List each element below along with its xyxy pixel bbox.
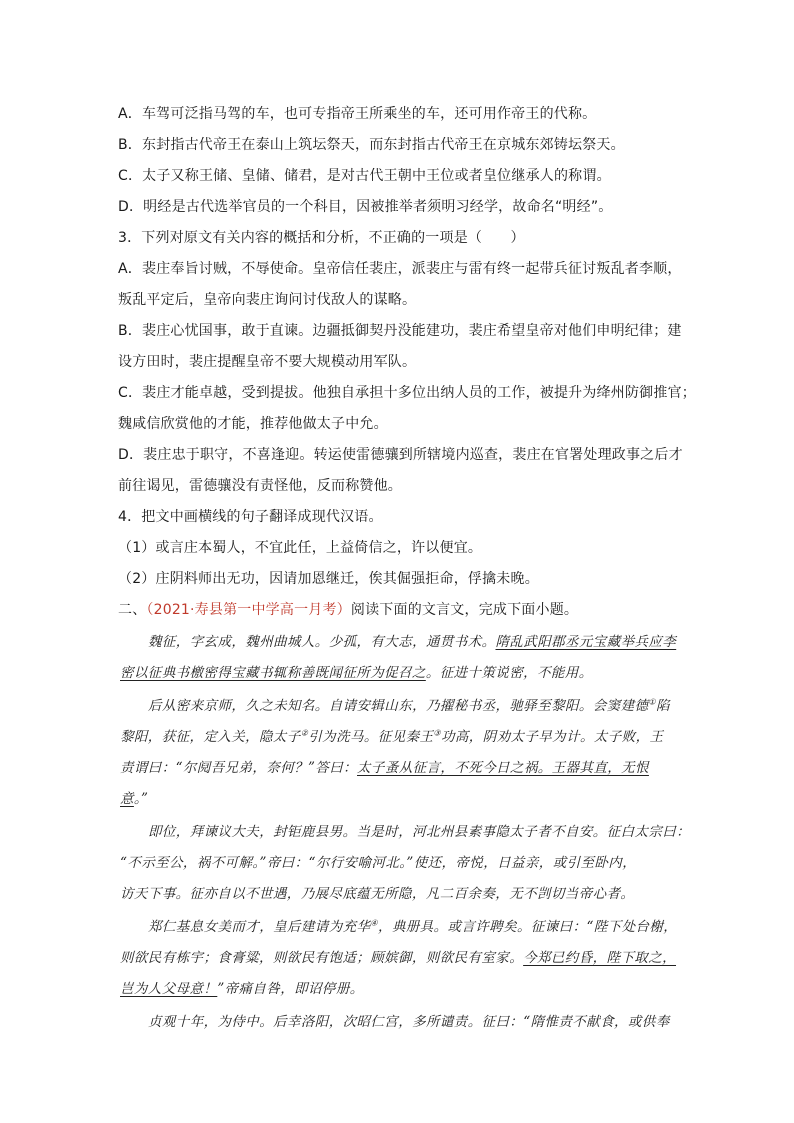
section-2-heading xyxy=(118,600,688,620)
underlined-sentence: 今郑已约昏，陛下取之， xyxy=(523,950,677,966)
passage-p3-line1: 即位，拜谏议大夫，封钜鹿县男。当是时，河北州县素事隐太子者不自安。征白太宗曰： xyxy=(148,824,691,840)
footnote-marker: ① xyxy=(648,697,656,707)
option-3a-line2: 叛乱平定后，皇帝向裴庄询问讨伐敌人的谋略。 xyxy=(118,292,417,308)
passage-text: ，典册具。或言许聘矣。征谏曰：“陛下处台榭， xyxy=(377,919,678,935)
question-4-stem: 4．把文中画横线的句子翻译成现代汉语。 xyxy=(118,509,383,525)
passage-p2-line4 xyxy=(120,789,680,809)
passage-p5-line1: 贞观十年，为侍中。后幸洛阳，次昭仁宫，多所谴责。征曰：“隋惟责不献食，或供奉 xyxy=(148,1014,670,1030)
passage-p1-line1 xyxy=(148,632,708,652)
underlined-sentence: 岂为人父母意！ xyxy=(120,981,218,997)
passage-text: 引为洗马。征见秦王 xyxy=(308,729,434,745)
underlined-sentence: 意 xyxy=(120,791,134,807)
footnote-marker: ② xyxy=(300,728,309,738)
passage-text: 。” xyxy=(133,791,149,807)
underlined-sentence: 太子蚤从征言，不死今日之祸。王器其直，无恨 xyxy=(357,760,649,776)
passage-p4-line1 xyxy=(148,917,708,937)
underlined-sentence: 隋乱武阳郡丞元宝藏举兵应李 xyxy=(495,634,677,650)
footnote-marker: ③ xyxy=(433,728,441,738)
passage-p3-line2: “不示至公，祸不可解。”帝曰：“尔行安喻河北。”使还，帝悦，日益亲，或引至卧内， xyxy=(120,855,637,871)
question-4-sentence-1: （1）或言庄本蜀人，不宜此任，上益倚信之，许以便宜。 xyxy=(118,540,483,556)
passage-p3-line3: 访天下事。征亦自以不世遇，乃展尽底蕴无所隐，凡二百余奏，无不剀切当帝心者。 xyxy=(120,886,635,902)
passage-p4-line2 xyxy=(120,948,680,968)
passage-text: 魏征，字玄成，魏州曲城人。少孤，有大志，通贯书术。 xyxy=(148,634,496,650)
passage-text: 陷 xyxy=(655,698,670,714)
passage-text: ”帝痛自咎，即诏停册。 xyxy=(217,981,364,997)
option-3b-line1: B．裴庄心忧国事，敢于直谏。边疆抵御契丹没能建功，裴庄希望皇帝对他们申明纪律；建 xyxy=(118,323,682,339)
option-3c-line1: C．裴庄才能卓越，受到提拔。他独自承担十多位出纳人员的工作，被提升为绛州防御推官； xyxy=(118,385,696,401)
option-2d: D．明经是古代选举官员的一个科目，因被推举者须明习经学，故命名“明经”。 xyxy=(118,199,613,215)
passage-text: 郑仁基息女美而才，皇后建请为充华 xyxy=(148,919,371,935)
option-2b: B．东封指古代帝王在泰山上筑坛祭天，而东封指古代帝王在京城东郊铸坛祭天。 xyxy=(118,137,625,153)
passage-text: 黎阳，获征，定入关，隐太子 xyxy=(120,729,301,745)
question-4-sentence-2: （2）庄阴料师出无功，因请加恩继迁，俟其倔强拒命，俘擒未晚。 xyxy=(118,571,539,587)
passage-text: 则欲民有栋宇；食膏粱，则欲民有饱适；顾嫔御，则欲民有室家。 xyxy=(120,950,524,966)
option-3c-line2: 魏咸信欣赏他的才能，推荐他做太子中允。 xyxy=(118,416,388,432)
footnote-marker: ④ xyxy=(370,918,378,928)
option-2c: C．太子又称王储、皇储、储君，是对古代王朝中王位或者皇位继承人的称谓。 xyxy=(118,168,611,184)
question-3-stem: 3．下列对原文有关内容的概括和分析，不正确的一项是（ ） xyxy=(118,230,525,246)
passage-p1-line2 xyxy=(120,663,680,683)
passage-p2-line1 xyxy=(148,696,708,716)
source-label: （2021·寿县第一中学高一月考） xyxy=(146,602,351,618)
option-3d-line2: 前往谒见，雷德骧没有责怪他，反而称赞他。 xyxy=(118,478,402,494)
passage-p2-line3 xyxy=(120,758,680,778)
passage-p4-line3 xyxy=(120,979,680,999)
passage-text: 后从密来京师，久之未知名。自请安辑山东，乃擢秘书丞，驰驿至黎阳。会窦建德 xyxy=(148,698,649,714)
option-3a-line1: A．裴庄奉旨讨贼，不辱使命。皇帝信任裴庄，派裴庄与雷有终一起带兵征讨叛乱者李顺， xyxy=(118,261,682,277)
passage-p2-line2 xyxy=(120,727,680,747)
option-3b-line2: 设方田时，裴庄提醒皇帝不要大规模动用军队。 xyxy=(118,354,417,370)
option-3d-line1: D．裴庄忠于职守，不喜逢迎。转运使雷德骧到所辖境内巡查，裴庄在官署处理政事之后才 xyxy=(118,447,683,463)
section-prefix: 二、 xyxy=(118,602,147,618)
passage-text: 功高，阴劝太子早为计。太子败，王 xyxy=(440,729,664,745)
section-instruction: 阅读下面的文言文，完成下面小题。 xyxy=(350,602,579,618)
underlined-sentence: 密以征典书檄密得宝藏书辄称善既闻征所为促召之 xyxy=(120,665,426,681)
option-2a: A．车驾可泛指马驾的车，也可专指帝王所乘坐的车，还可用作帝王的代称。 xyxy=(118,106,597,122)
passage-text: 。征进十策说密，不能用。 xyxy=(425,665,593,681)
passage-text: 责谓曰：“尔阋吾兄弟，奈何？”答曰： xyxy=(120,760,358,776)
